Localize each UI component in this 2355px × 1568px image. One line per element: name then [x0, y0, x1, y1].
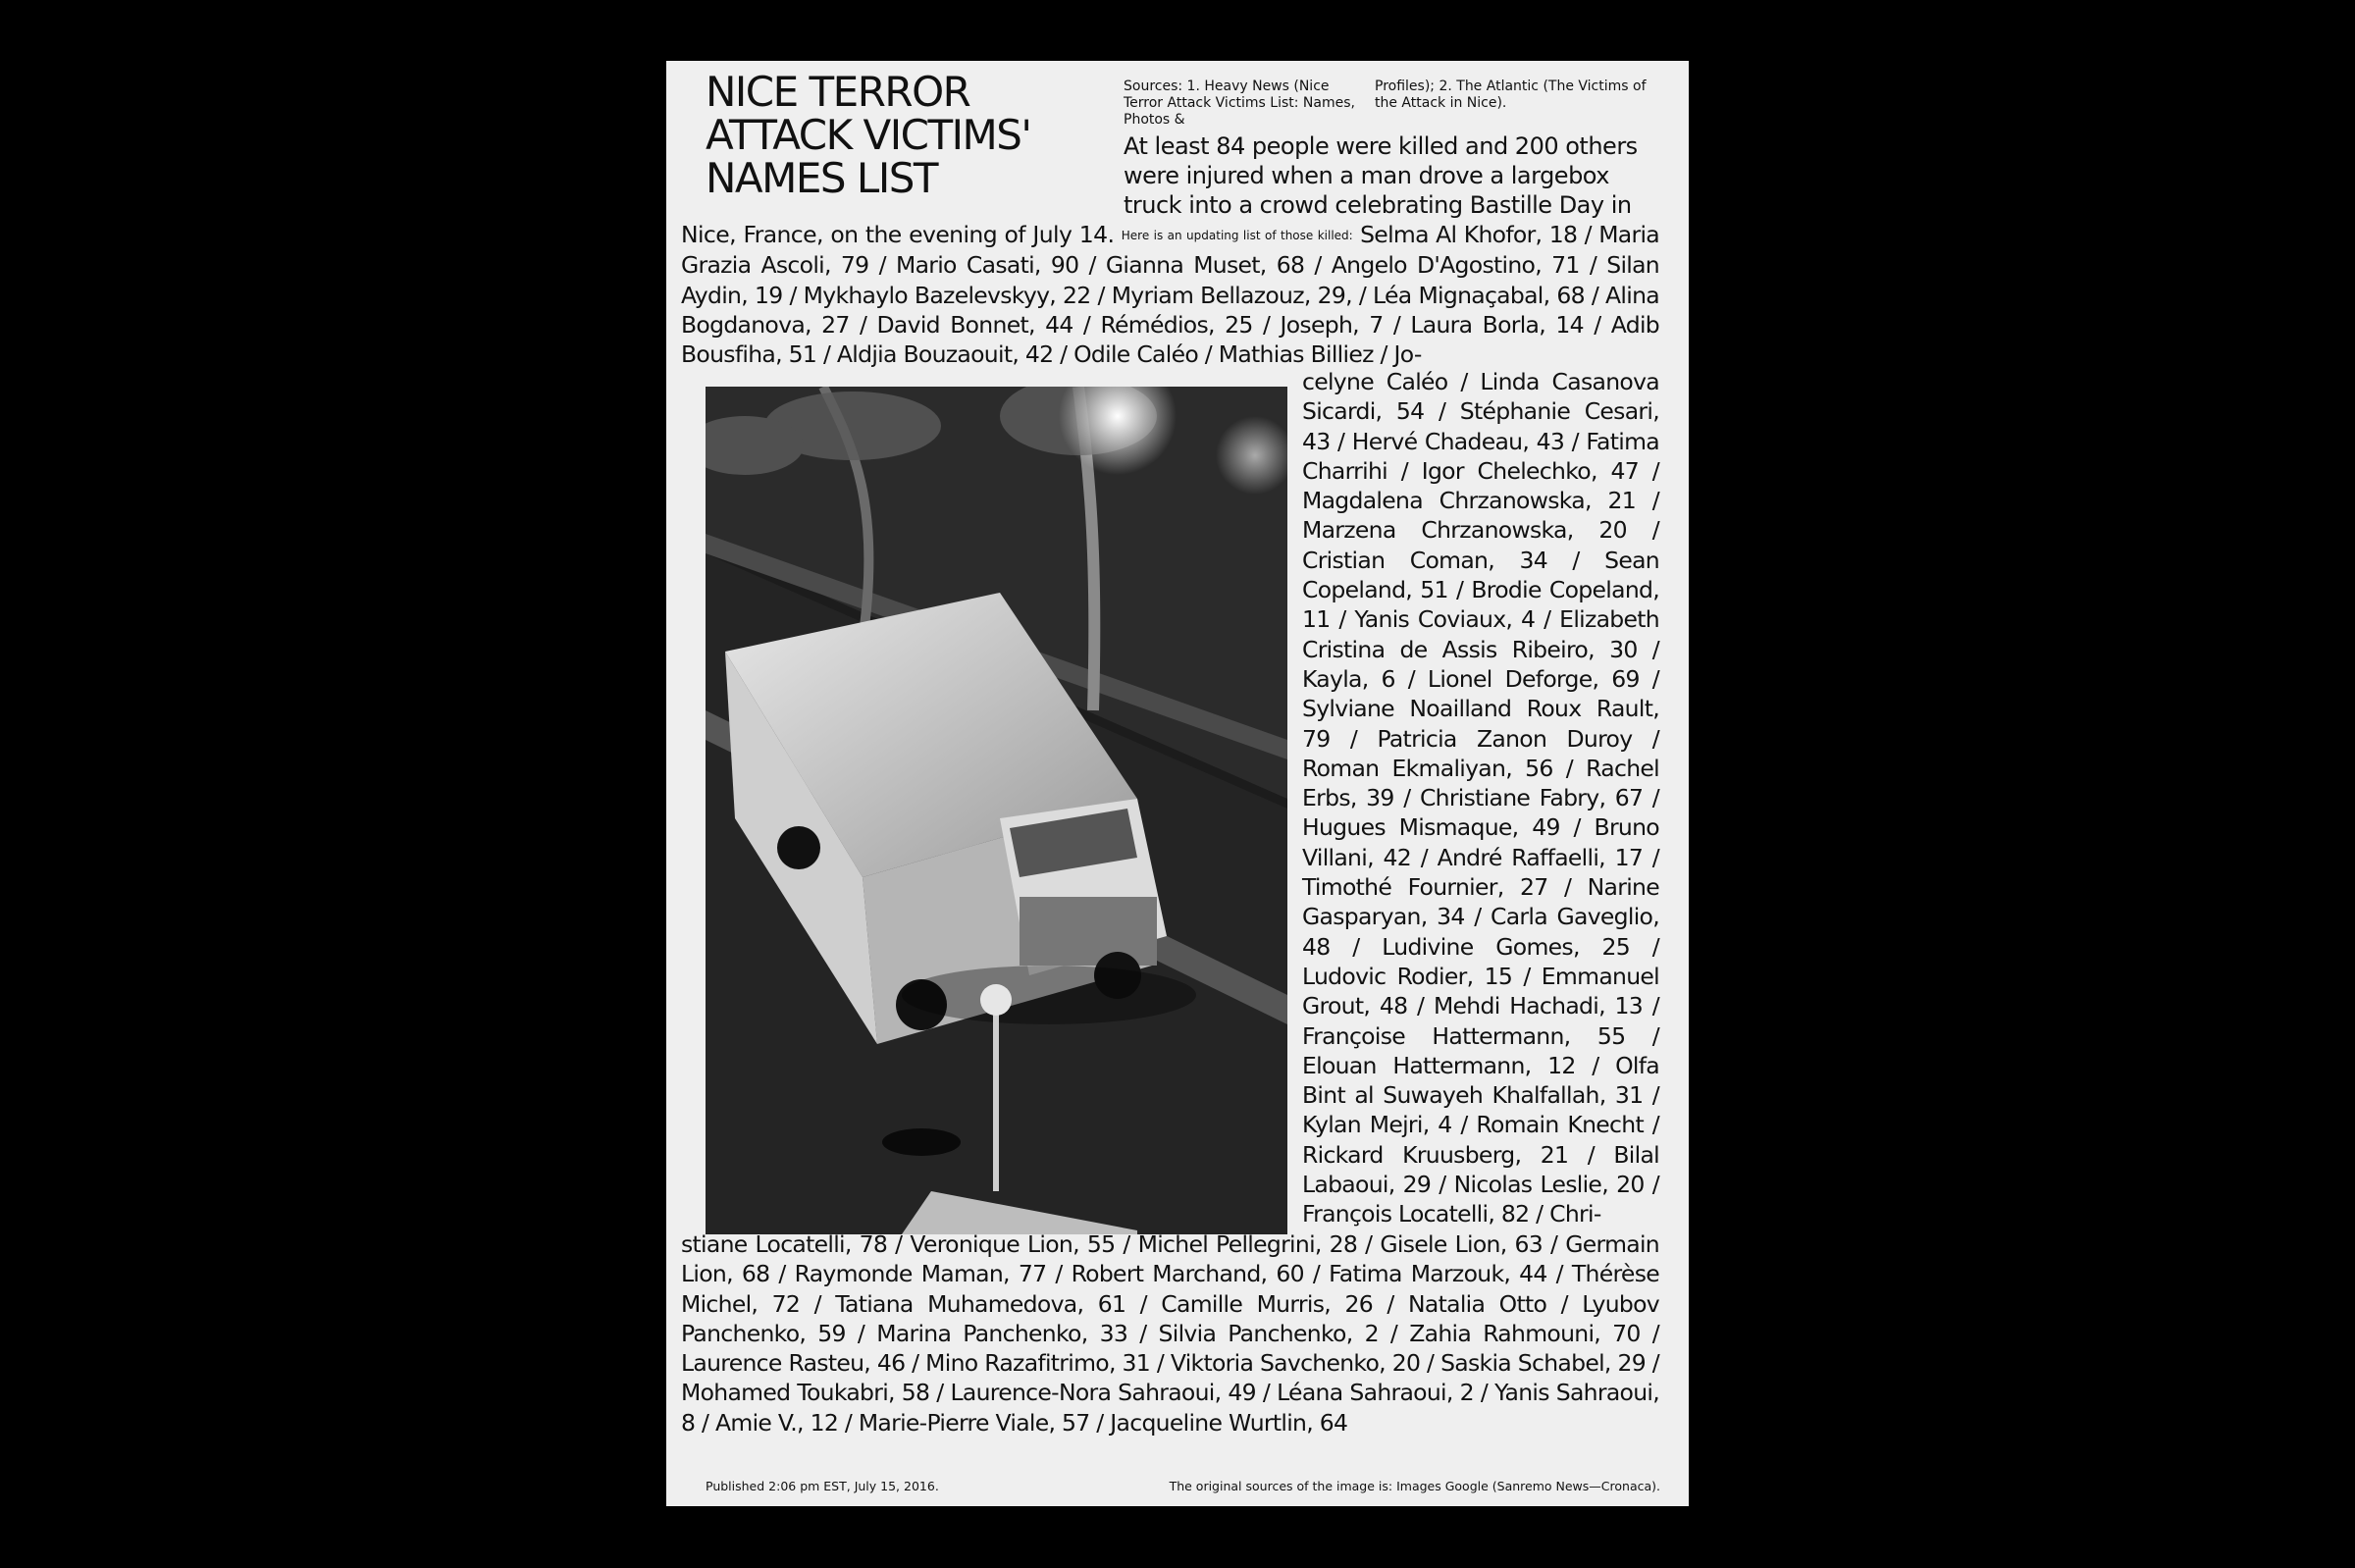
- truck-photo-svg: [706, 387, 1287, 1234]
- sources-column-2: Profiles); 2. The Atlantic (The Victims of the Attack in Nice).: [1375, 78, 1647, 111]
- lede-continued: Nice, France, on the evening of July 14.: [681, 221, 1115, 248]
- poster-title: NICE TERROR ATTACK VICTIMS' NAMES LIST: [706, 68, 1031, 202]
- victims-list-block-1: [681, 220, 1659, 369]
- list-intro: Here is an updating list of those killed:: [1121, 229, 1353, 242]
- lede-paragraph: At least 84 people were killed and 200 others were injured when a man drove a largebox truck into a crowd celebrating Bastille Day in: [1124, 132, 1638, 219]
- image-source-credit: The original sources of the image is: Images Google (Sanremo News—Cronaca).: [1169, 1479, 1660, 1493]
- poster: [666, 61, 1689, 1506]
- published-date: Published 2:06 pm EST, July 15, 2016.: [706, 1479, 939, 1493]
- sources-column-1: Sources: 1. Heavy News (Nice Terror Attack Victims List: Names, Photos &: [1124, 78, 1355, 128]
- truck-photo: [706, 387, 1287, 1234]
- victims-list-block-3: stiane Locatelli, 78 / Veronique Lion, 55 / Michel Pellegrini, 28 / Gisele Lion, 63 / Germain Lion, 68 / Raymonde Maman, 77 / Robert Marchand, 60 / Fatima Marzouk, 44 / Thérèse Michel, 72 / Tatiana Muhamedova, 61 / Camille Murris, 26 / Natalia Otto / Lyubov Panchenko, 59 / Marina Panchenko, 33 / Silvia Panchenko, 2 / Zahia Rahmouni, 70 / Laurence Rasteu, 46 / Mino Razafitrimo, 31 / Viktoria Savchenko, 20 / Saskia Schabel, 29 / Mohamed Toukabri, 58 / Laurence-Nora Sahraoui, 49 / Léana Sahraoui, 2 / Yanis Sahraoui, 8 / Amie V., 12 / Marie-Pierre Viale, 57 / Jacqueline Wurtlin, 64: [681, 1230, 1659, 1437]
- victims-text-1: Selma Al Khofor, 18 / Maria Grazia Ascoli, 79 / Mario Casati, 90 / Gianna Muset, 68 / Angelo D'Agostino, 71 / Silan Aydin, 19 / Mykhaylo Bazelevskyy, 22 / Myriam Bellazouz, 29, / Léa Mignaçabal, 68 / Alina Bogdanova, 27 / David Bonnet, 44 / Rémédios, 25 / Joseph, 7 / Laura Borla, 14 / Adib Bousfiha, 51 / Aldjia Bouzaouit, 42 / Odile Caléo / Mathias Billiez / Jo-: [681, 221, 1659, 369]
- victims-list-block-2: celyne Caléo / Linda Casanova Sicardi, 54 / Stéphanie Cesari, 43 / Hervé Chadeau, 43 / Fatima Charrihi / Igor Chelechko, 47 / Magdalena Chrzanowska, 21 / Marzena Chrzanowska, 20 / Cristian Coman, 34 / Sean Copeland, 51 / Brodie Copeland, 11 / Yanis Coviaux, 4 / Elizabeth Cristina de Assis Ribeiro, 30 / Kayla, 6 / Lionel Deforge, 69 / Sylviane Noailland Roux Rault, 79 / Patricia Zanon Duroy / Roman Ekmaliyan, 56 / Rachel Erbs, 39 / Christiane Fabry, 67 / Hugues Mismaque, 49 / Bruno Villani, 42 / André Raffaelli, 17 / Timothé Fournier, 27 / Narine Gasparyan, 34 / Carla Gaveglio, 48 / Ludivine Gomes, 25 / Ludovic Rodier, 15 / Emmanuel Grout, 48 / Mehdi Hachadi, 13 / Françoise Hattermann, 55 / Elouan Hattermann, 12 / Olfa Bint al Suwayeh Khalfallah, 31 / Kylan Mejri, 4 / Romain Knecht / Rickard Kruusberg, 21 / Bilal Labaoui, 29 / Nicolas Leslie, 20 / François Locatelli, 82 / Chri-: [1302, 368, 1659, 1228]
